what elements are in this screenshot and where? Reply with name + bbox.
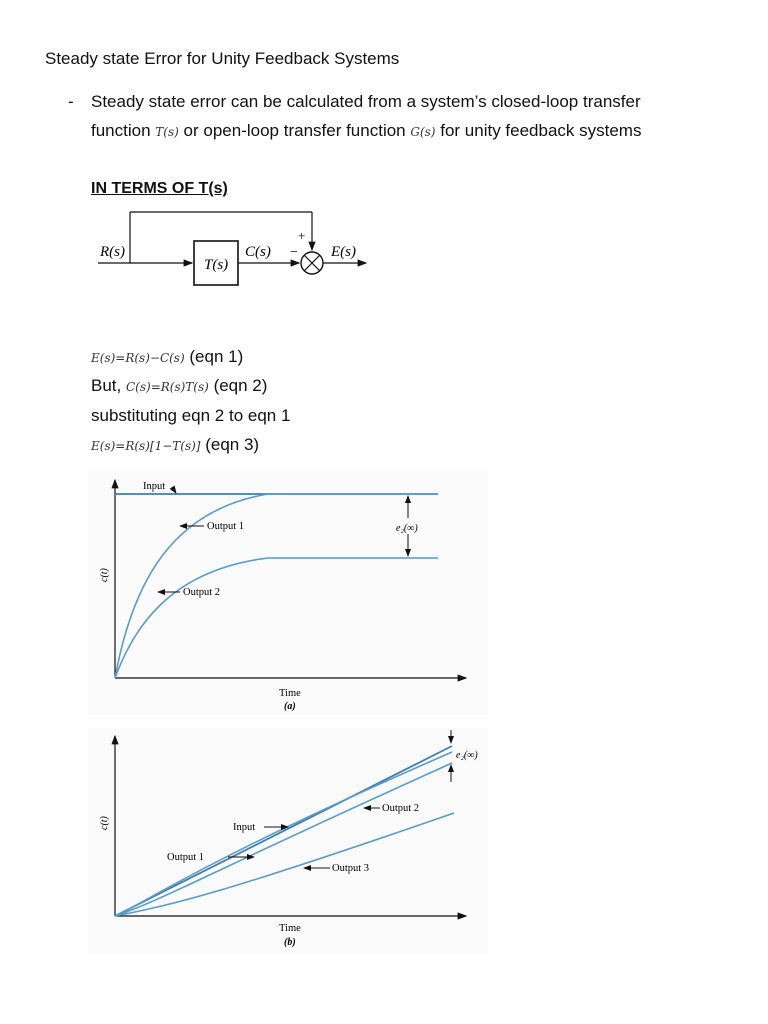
- figure-caption: (b): [284, 937, 296, 948]
- y-axis-label: c(t): [99, 568, 110, 582]
- error-label: E(s): [331, 244, 356, 260]
- math-T-of-s: T(s): [155, 125, 179, 139]
- output-2-label: Output 2: [183, 587, 221, 598]
- block-label: T(s): [204, 257, 229, 273]
- output-2-label: Output 2: [382, 803, 420, 814]
- bullet-text-line-2: [91, 121, 641, 141]
- output-1-label: Output 1: [167, 852, 205, 863]
- figure-caption: (a): [284, 701, 296, 712]
- block-diagram: [88, 205, 388, 295]
- equation-3-math: E(s)=R(s)[1−T(s)]: [91, 439, 201, 453]
- output-2-curve: [115, 763, 452, 916]
- math-G-of-s: G(s): [410, 125, 436, 139]
- bullet-text-unity: for unity feedback systems: [440, 121, 642, 140]
- bullet-text-line-1: Steady state error can be calculated from a system’s closed-loop transfer: [91, 92, 641, 111]
- step-response-figure: [88, 470, 488, 715]
- x-axis-label: Time: [279, 923, 301, 934]
- input-label-pointer: [172, 487, 176, 493]
- equation-2: [91, 376, 267, 396]
- input-label: Input: [233, 822, 256, 833]
- bullet-text-open-loop: or open-loop transfer function: [183, 121, 406, 140]
- equation-2-math: C(s)=R(s)T(s): [125, 380, 209, 394]
- error-label: e₂(∞): [396, 523, 418, 534]
- output-3-label: Output 3: [332, 863, 370, 874]
- plus-sign: +: [298, 228, 306, 243]
- output-2-curve: [115, 558, 438, 678]
- y-axis-label: c(t): [99, 816, 110, 830]
- substitution-text: substituting eqn 2 to eqn 1: [91, 406, 291, 425]
- ramp-response-figure: [88, 728, 488, 953]
- equation-2-tag: (eqn 2): [213, 376, 268, 395]
- page-title: Steady state Error for Unity Feedback Systems: [45, 49, 400, 68]
- equation-3-tag: (eqn 3): [205, 435, 260, 454]
- input-label: R(s): [100, 244, 125, 260]
- minus-sign: −: [290, 245, 298, 260]
- equation-2-prefix: But,: [91, 376, 122, 395]
- error-label: e₂(∞): [456, 750, 478, 761]
- equation-1: [91, 347, 243, 367]
- equation-1-math: E(s)=R(s)−C(s): [91, 351, 185, 365]
- bullet-text-function: function: [91, 121, 151, 140]
- output-1-curve: [115, 494, 438, 678]
- output-label: C(s): [245, 244, 271, 260]
- input-label: Input: [143, 481, 166, 492]
- x-axis-label: Time: [279, 688, 301, 699]
- equation-3: [91, 435, 259, 455]
- equation-1-tag: (eqn 1): [189, 347, 244, 366]
- section-heading: IN TERMS OF T(s): [91, 180, 228, 197]
- output-1-label: Output 1: [207, 521, 245, 532]
- bullet-dash: -: [68, 92, 74, 111]
